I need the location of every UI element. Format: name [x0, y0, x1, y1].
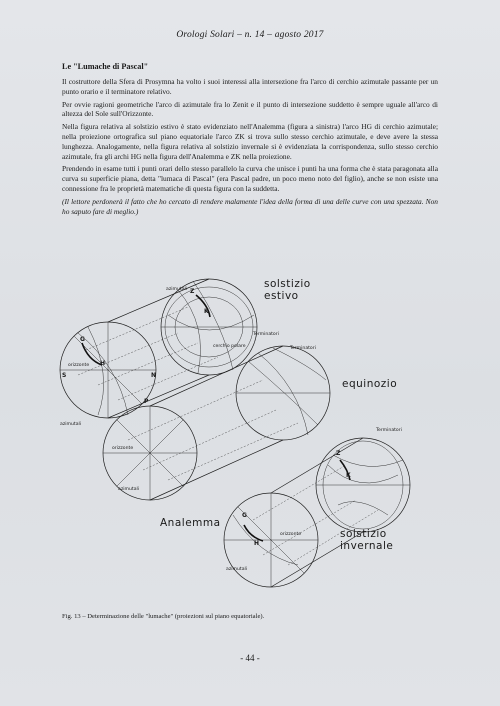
author-note: (Il lettore perdonerà il fatto che ho cercato di rendere malamente l'idea della forma di una delle curve con una spezzata. Non ho saputo fare di meglio.) [62, 196, 438, 216]
label-orizzonte: orizzonte [68, 363, 90, 368]
point-label: P [144, 398, 149, 405]
label-analemma: Analemma [160, 517, 221, 529]
article-body [62, 62, 438, 216]
label-azimutali: azimutali [166, 287, 188, 292]
label-azimutali: azimutali [118, 487, 140, 492]
paragraph: Nella figura relativa al solstizio estivo è stato evidenziato nell'Analemma (figura a sinistra) l'arco HG di cerchio azimutale; nella proiezione ortografica sul piano equatoriale l'arco ZK si trova sullo stesso cerchio azimutale, e deve avere la stessa lunghezza. Analogamente, nella figura relativa al solstizio invernale si è evidenziata la corrispondenza, sullo stesso cerchio azimutale, fra gli archi HG nella figura dell'Analemma e ZK nella proiezione. [62, 122, 438, 161]
point-label: H [254, 540, 260, 547]
label-azimutali: azimutali [226, 567, 248, 572]
figure-diagram [58, 265, 442, 608]
label-solstizio-invernale-2: invernale [340, 540, 394, 552]
label-terminatori: Terminatori [376, 428, 402, 433]
section-title: Le "Lumache di Pascal" [62, 62, 149, 71]
point-label: K [204, 308, 209, 315]
point-label: S [62, 372, 67, 379]
point-label: G [80, 336, 85, 343]
label-solstizio-estivo-1: solstizio [264, 278, 311, 290]
label-azimutali: azimutali [60, 422, 82, 427]
paragraph: Prendendo in esame tutti i punti orari dello stesso parallelo la curva che unisce i punti ha una forma che è stata paragonata alla curva su superficie piana, detta "lumaca di Pascal" (era Pascal padre, un poco meno noto del figlio), anche se non esiste una connessione fra le proprietà matematiche di questa figura con la suddetta. [62, 164, 438, 193]
point-label: K [346, 472, 351, 479]
point-label: Z [190, 288, 195, 295]
running-header: Orologi Solari – n. 14 – agosto 2017 [176, 30, 324, 40]
paragraph: Per ovvie ragioni geometriche l'arco di azimutale fra lo Zenit e il punto di intersezione suddetto è sempre uguale all'arco di altezza del Sole sull'Orizzonte. [62, 99, 438, 119]
label-terminatori: Terminatori [253, 332, 279, 337]
figure-projections [58, 265, 442, 608]
label-orizzonte: orizzonte [112, 446, 134, 451]
label-cerchio-polare: cerchio polare [213, 344, 246, 349]
point-label: Z [336, 450, 341, 457]
figure-caption: Fig. 13 – Determinazione delle "lumache" (proiezioni sul piano equatoriale). [62, 613, 265, 620]
paragraph: Il costruttore della Sfera di Prosymna ha volto i suoi interessi alla intersezione fra l'arco di cerchio azimutale passante per un punto orario e il terminatore relativo. [62, 77, 438, 96]
label-orizzonte: orizzonte [280, 532, 302, 537]
label-equinozio: equinozio [342, 378, 398, 390]
page-number: - 44 - [240, 653, 260, 663]
point-label: H [100, 360, 106, 367]
label-solstizio-invernale-1: solstizio [340, 528, 387, 540]
point-label: G [242, 512, 247, 519]
point-label: N [151, 372, 157, 379]
label-solstizio-estivo-2: estivo [264, 290, 299, 302]
label-terminatori: Terminatori [290, 346, 316, 351]
